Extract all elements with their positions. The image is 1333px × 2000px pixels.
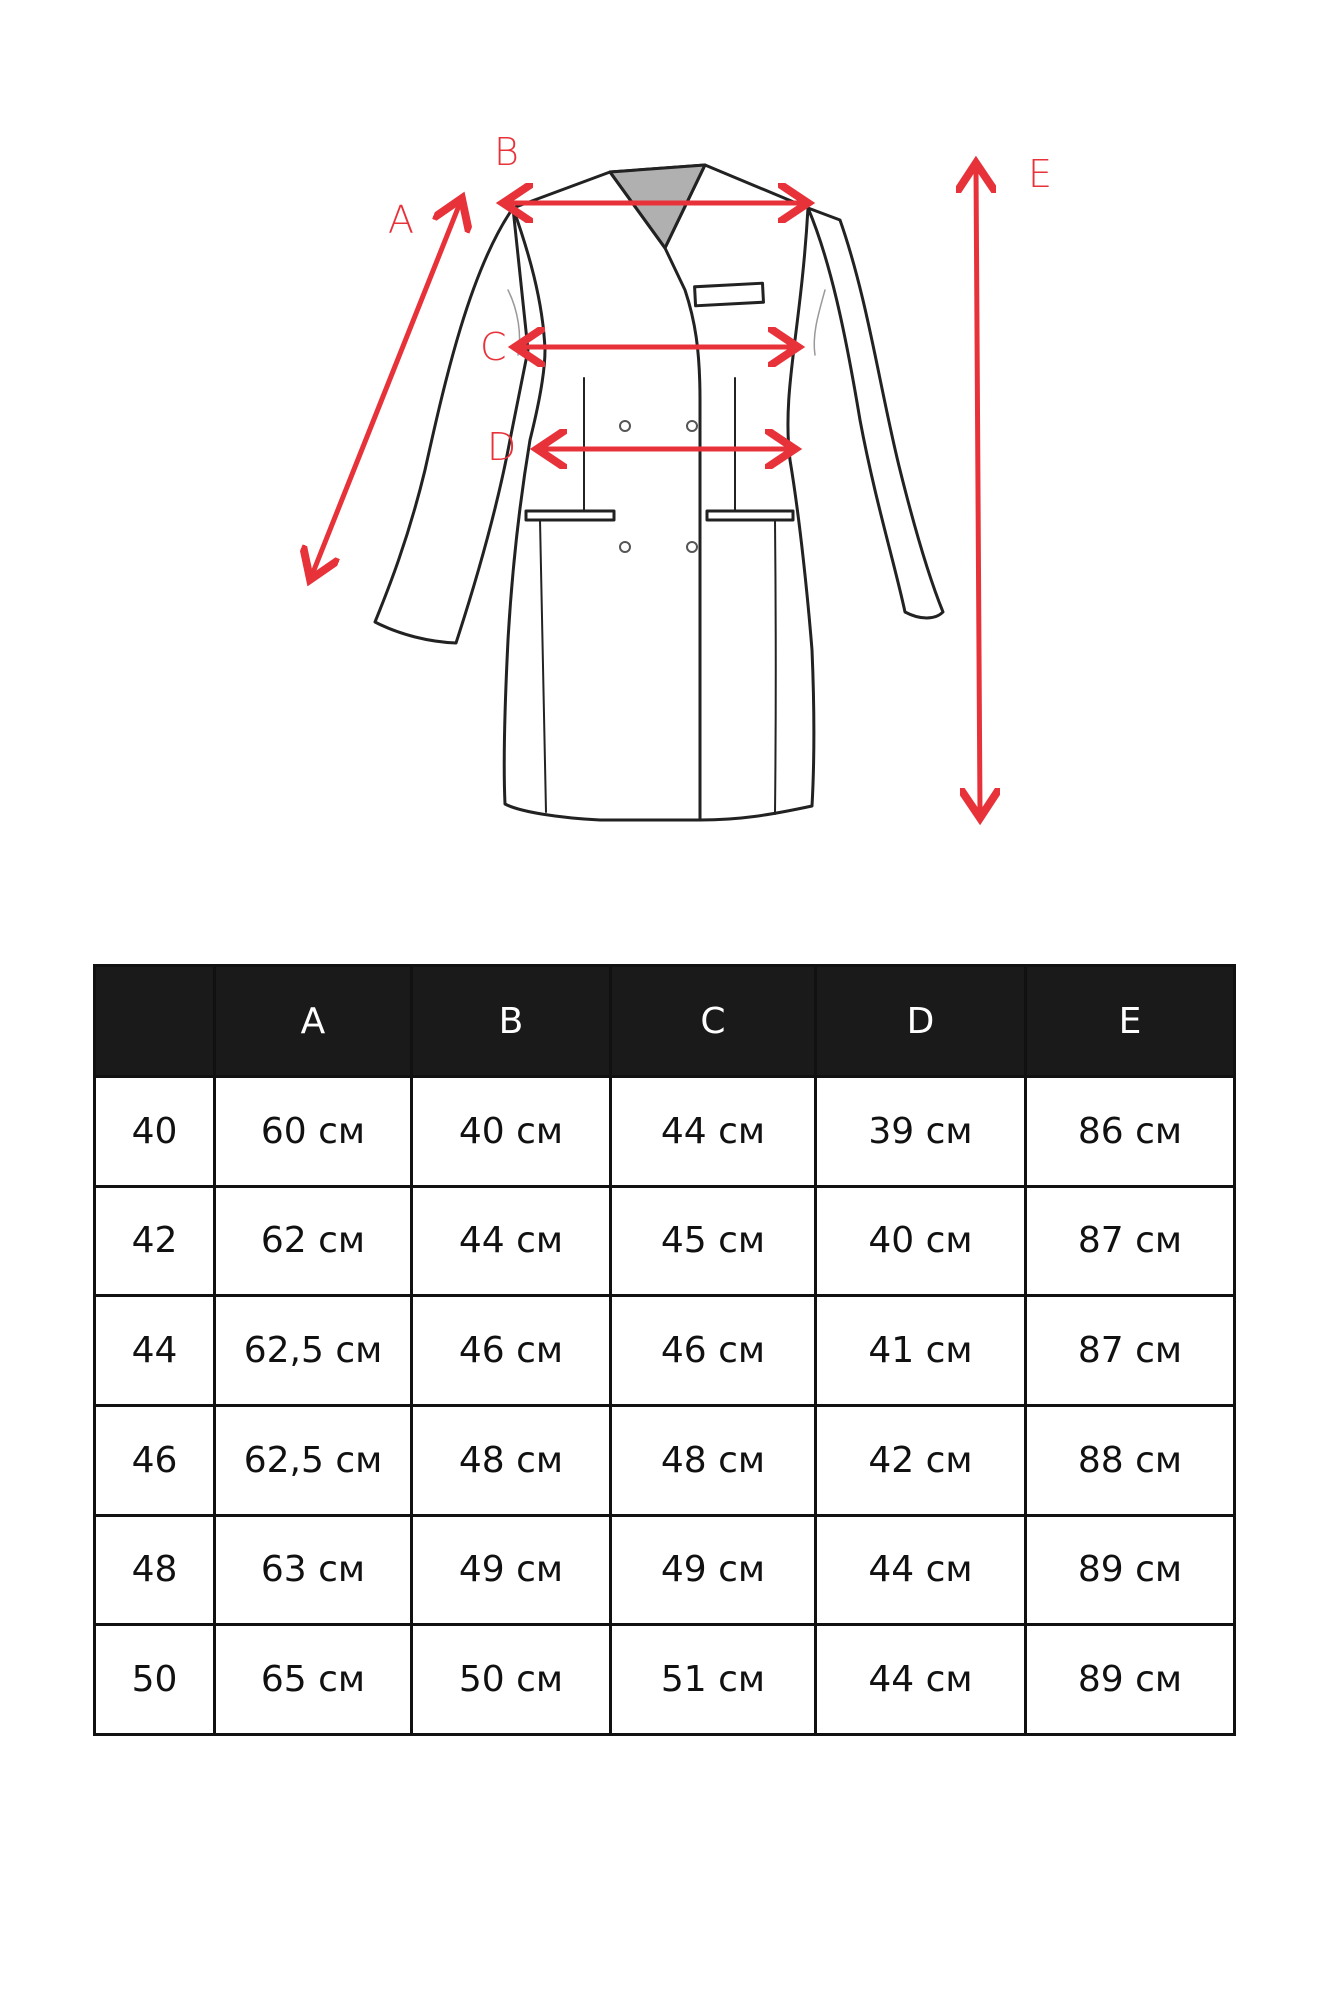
table-cell: 48 см: [611, 1405, 816, 1515]
table-cell: 63 см: [215, 1515, 412, 1625]
table-row: [95, 1515, 1235, 1625]
table-row: [95, 1296, 1235, 1406]
header-size: [95, 966, 215, 1077]
table-cell: 62 см: [215, 1186, 412, 1296]
coat-body: [504, 165, 814, 820]
right-side-shape: [814, 290, 825, 355]
right-waist-pocket: [707, 511, 793, 520]
table-cell: 42 см: [816, 1405, 1026, 1515]
table-cell: 60 см: [215, 1077, 412, 1187]
size-cell: 46: [95, 1405, 215, 1515]
table-cell: 89 см: [1026, 1625, 1235, 1735]
table-cell: 48 см: [412, 1405, 611, 1515]
table-cell: 40 см: [816, 1186, 1026, 1296]
table-cell: 89 см: [1026, 1515, 1235, 1625]
table-row: [95, 1625, 1235, 1735]
table-cell: 86 см: [1026, 1077, 1235, 1187]
size-cell: 48: [95, 1515, 215, 1625]
size-chart-table: [93, 964, 1236, 1736]
table-cell: 44 см: [611, 1077, 816, 1187]
table-row: [95, 1077, 1235, 1187]
table-cell: 39 см: [816, 1077, 1026, 1187]
coat-outline: [375, 165, 943, 820]
table-cell: 50 см: [412, 1625, 611, 1735]
table-header-row: [95, 966, 1235, 1077]
header-c: C: [611, 966, 816, 1077]
table-cell: 51 см: [611, 1625, 816, 1735]
button: [687, 542, 697, 552]
table-cell: 41 см: [816, 1296, 1026, 1406]
table-cell: 45 см: [611, 1186, 816, 1296]
button: [620, 542, 630, 552]
header-e: E: [1026, 966, 1235, 1077]
table-cell: 46 см: [412, 1296, 611, 1406]
size-cell: 42: [95, 1186, 215, 1296]
table-cell: 49 см: [412, 1515, 611, 1625]
label-e: E: [1028, 152, 1053, 196]
chest-pocket: [695, 283, 764, 306]
table-cell: 44 см: [412, 1186, 611, 1296]
arrow-e: [976, 168, 980, 813]
table-cell: 49 см: [611, 1515, 816, 1625]
table-cell: 44 см: [816, 1625, 1026, 1735]
table-row: [95, 1405, 1235, 1515]
table-cell: 65 см: [215, 1625, 412, 1735]
header-d: D: [816, 966, 1026, 1077]
button: [687, 421, 697, 431]
table-cell: 46 см: [611, 1296, 816, 1406]
table-cell: 62,5 см: [215, 1296, 412, 1406]
right-sleeve: [808, 208, 943, 618]
table-row: [95, 1186, 1235, 1296]
size-cell: 40: [95, 1077, 215, 1187]
coat-measurement-diagram: [0, 0, 1333, 900]
table-cell: 62,5 см: [215, 1405, 412, 1515]
size-cell: 44: [95, 1296, 215, 1406]
size-cell: 50: [95, 1625, 215, 1735]
table-cell: 87 см: [1026, 1296, 1235, 1406]
table-cell: 88 см: [1026, 1405, 1235, 1515]
left-waist-pocket: [526, 511, 614, 520]
button: [620, 421, 630, 431]
header-a: A: [215, 966, 412, 1077]
table-cell: 44 см: [816, 1515, 1026, 1625]
right-panel-seam: [775, 520, 776, 814]
header-b: B: [412, 966, 611, 1077]
label-b: B: [494, 130, 519, 174]
table-cell: 40 см: [412, 1077, 611, 1187]
label-d: D: [487, 425, 517, 469]
label-a: A: [388, 198, 414, 242]
label-c: C: [480, 325, 507, 369]
table-cell: 87 см: [1026, 1186, 1235, 1296]
